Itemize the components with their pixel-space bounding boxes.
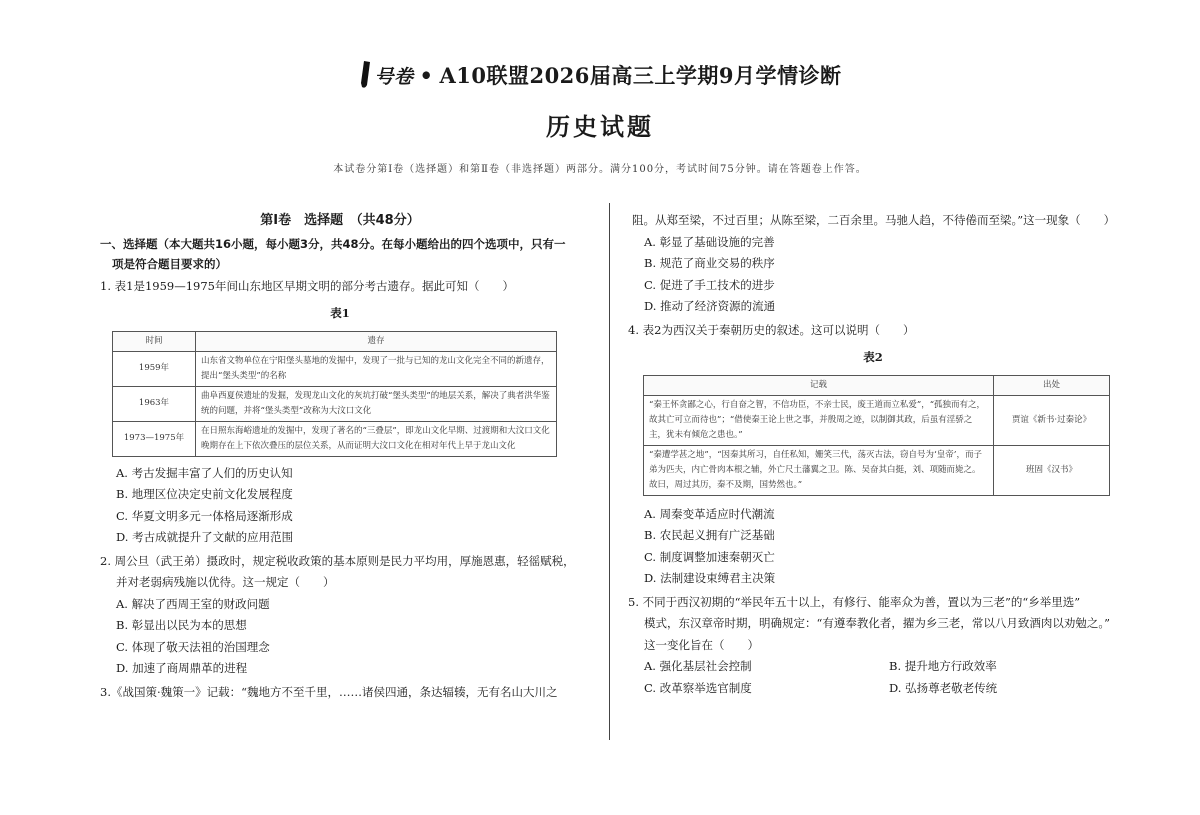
q5-option-d: D. 弘扬尊老敬老传统 bbox=[889, 680, 998, 695]
table1-time: 1963年 bbox=[113, 386, 196, 421]
q3-stem-line1: 3.《战国策·魏策一》记载：“魏地方不至千里，……诸侯四通，条达辐辏，无有名山大川之 bbox=[100, 684, 558, 699]
q5-options-row1 bbox=[628, 656, 1118, 678]
q5-options-row2 bbox=[628, 678, 1118, 700]
q1-option-d: D. 考古成就提升了文献的应用范围 bbox=[116, 530, 294, 544]
q4-option-b: B. 农民起义拥有广泛基础 bbox=[644, 528, 775, 542]
part1-title: 第Ⅰ卷 选择题 （共48分） bbox=[260, 213, 420, 228]
table1-header-time: 时间 bbox=[113, 331, 196, 351]
brush-icon bbox=[358, 61, 372, 89]
q2-option-c: C. 体现了敬天法祖的治国理念 bbox=[116, 639, 270, 654]
column-divider bbox=[609, 203, 610, 740]
q2-option-d: D. 加速了商周鼎革的进程 bbox=[116, 661, 248, 675]
part1-desc-line2: 项是符合题目要求的） bbox=[112, 256, 227, 271]
table1-text: 曲阜西夏侯遗址的发掘，发现龙山文化的灰坑打破“堡头类型”的地层关系，解决了典者洪华鉴统的问题，并将“堡头类型”改称为大汶口文化 bbox=[196, 386, 557, 421]
q5-option-a: A. 强化基层社会控制 bbox=[644, 659, 752, 673]
exam-title bbox=[358, 60, 841, 90]
q1-option-c: C. 华夏文明多元一体格局逐渐形成 bbox=[116, 508, 293, 523]
q3-option-a: A. 彰显了基础设施的完善 bbox=[644, 234, 775, 249]
q5-option-b: B. 提升地方行政效率 bbox=[889, 659, 997, 673]
exam-title-text: A10联盟2026届高三上学期9月学情诊断 bbox=[439, 63, 842, 88]
q1-option-b: B. 地理区位决定史前文化发展程度 bbox=[116, 487, 293, 501]
part1-desc-line1: 一、选择题（本大题共16小题，每小题3分，共48分。在每小题给出的四个选项中，只有一 bbox=[100, 236, 566, 251]
table1-caption: 表1 bbox=[330, 306, 350, 320]
q5-stem-line2: 模式，东汉章帝时期，明确规定：“有遵奉教化者，擢为乡三老，常以八月致酒肉以劝勉之。” bbox=[644, 616, 1111, 630]
table1-time: 1959年 bbox=[113, 351, 196, 386]
page-header bbox=[0, 60, 1200, 142]
table-row bbox=[644, 395, 1110, 445]
brand-logo bbox=[358, 61, 413, 89]
q3-option-b: B. 规范了商业交易的秩序 bbox=[644, 256, 775, 270]
table2-header-source: 出处 bbox=[994, 375, 1110, 395]
table1-text: 山东省文物单位在宁阳堡头墓地的发掘中，发现了一批与已知的龙山文化完全不同的新遗存，提出“堡头类型”的名称 bbox=[196, 351, 557, 386]
table1-time: 1973—1975年 bbox=[113, 421, 196, 456]
table2-text: “秦王怀贪鄙之心，行自奋之智，不信功臣，不亲士民，废王道而立私爱”，“孤独而有之，故其亡可立而待也”；“借使秦王论上世之事，并殷周之迹，以制御其政，后虽有淫骄之主，犹未有倾危之患也。” bbox=[644, 395, 994, 445]
q3-option-d: D. 推动了经济资源的流通 bbox=[644, 299, 776, 313]
table1-text: 在日照东海峪遗址的发掘中，发现了著名的“三叠层”，即龙山文化早期、过渡期和大汶口文化晚期存在上下依次叠压的层位关系，从而证明大汶口文化在相对年代上早于龙山文化 bbox=[196, 421, 557, 456]
q4-option-a: A. 周秦变革适应时代潮流 bbox=[644, 506, 775, 521]
table-row bbox=[644, 445, 1110, 495]
q5-option-c: C. 改革察举选官制度 bbox=[644, 680, 752, 695]
table2-caption: 表2 bbox=[863, 350, 883, 364]
table1 bbox=[112, 331, 557, 457]
q2-stem-line2: 并对老弱病残施以优待。这一规定（ ） bbox=[116, 575, 335, 589]
q4-option-c: C. 制度调整加速秦朝灭亡 bbox=[644, 549, 775, 564]
q1-option-a: A. 考古发掘丰富了人们的历史认知 bbox=[116, 465, 293, 480]
q2-option-b: B. 彰显出以民为本的思想 bbox=[116, 618, 247, 632]
left-column bbox=[100, 210, 580, 703]
right-column bbox=[628, 210, 1118, 699]
table-row bbox=[113, 421, 557, 456]
q4-stem: 4. 表2为西汉关于秦朝历史的叙述。这可以说明（ ） bbox=[628, 322, 915, 337]
table2-text: “秦遭学甚之地”，“因秦其所习，自任私知，姗笑三代，荡灭古法，窃自号为‘皇帝’，而子弟为匹夫，内亡骨肉本根之辅，外亡尺土藩翼之卫。陈、吴奋其白挺，刘、项随而毙之。故曰，周过其历，秦不及期，国势然也。” bbox=[644, 445, 994, 495]
q2-stem-line1: 2. 周公旦（武王弟）摄政时，规定税收政策的基本原则是民力平均用，厚施恩惠，轻徭赋税， bbox=[100, 553, 575, 568]
instructions: 本试卷分第Ⅰ卷（选择题）和第Ⅱ卷（非选择题）两部分。满分100分，考试时间75分钟。请在答题卷上作答。 bbox=[333, 164, 867, 175]
q5-stem-line3: 这一变化旨在（ ） bbox=[644, 637, 759, 652]
table2-source: 贾谊《新书·过秦论》 bbox=[994, 395, 1110, 445]
table2-header-record: 记载 bbox=[644, 375, 994, 395]
subject-title: 历史试题 bbox=[546, 112, 654, 141]
q4-option-d: D. 法制建设束缚君主决策 bbox=[644, 571, 776, 585]
q3-option-c: C. 促进了手工技术的进步 bbox=[644, 277, 775, 292]
brand-script: 号卷 bbox=[374, 65, 414, 88]
q5-stem-line1: 5. 不同于西汉初期的“举民年五十以上，有修行、能率众为善，置以为三老”的“乡举里选” bbox=[628, 594, 1081, 609]
q3-stem-line2: 阻。从郑至梁，不过百里；从陈至梁，二百余里。马驰人趋，不待倦而至梁。”这一现象（ ） bbox=[632, 213, 1116, 227]
table1-header-remains: 遗存 bbox=[196, 331, 557, 351]
title-dot: • bbox=[419, 62, 434, 88]
table2 bbox=[643, 375, 1110, 496]
table-row bbox=[113, 386, 557, 421]
q2-option-a: A. 解决了西周王室的财政问题 bbox=[116, 596, 270, 611]
q1-stem: 1. 表1是1959—1975年间山东地区早期文明的部分考古遗存。据此可知（ ） bbox=[100, 278, 514, 293]
table2-source: 班固《汉书》 bbox=[994, 445, 1110, 495]
table-row bbox=[113, 351, 557, 386]
